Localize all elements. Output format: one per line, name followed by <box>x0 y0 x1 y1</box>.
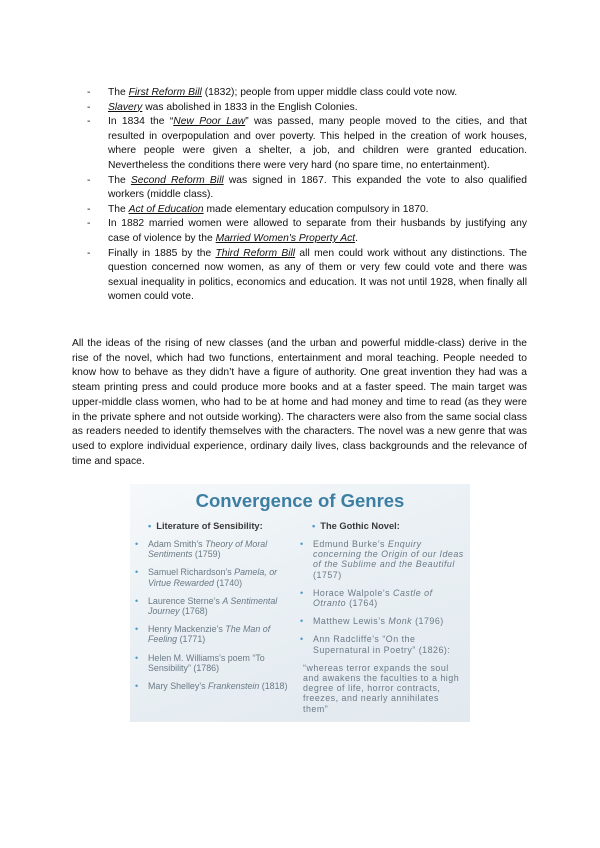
item-text: Matthew Lewis’s <box>313 616 389 627</box>
slide-list-item <box>135 653 301 673</box>
underlined-term: Slavery <box>108 101 143 113</box>
slide-list-item <box>300 588 466 608</box>
genres-slide-image <box>130 484 470 722</box>
bullet-text: Finally in 1885 by the <box>108 247 216 259</box>
bullet-item <box>87 217 527 246</box>
left-column-heading <box>148 521 263 531</box>
work-title: Theory of Moral Sentiments <box>148 539 268 560</box>
right-heading-text: The Gothic Novel: <box>320 521 400 531</box>
bullet-text: all men could work without any distinctions. The question concerned now women, as any of them or very few could vote and there was sexual inequality in politics, economics and education. It was not until 1928, when finally all women could vote. <box>108 247 527 303</box>
heading-bullet: • <box>312 521 316 531</box>
item-text: Adam Smith’s <box>148 539 206 549</box>
bullet-dash: - <box>87 87 91 98</box>
bullet-text: The <box>108 174 131 186</box>
work-title: Frankenstein <box>208 681 260 692</box>
item-text: Laurence Sterne’s <box>148 595 223 606</box>
item-text: (1764) <box>346 598 378 609</box>
item-text: Horace Walpole’s <box>313 587 394 598</box>
item-bullet: • <box>135 539 139 549</box>
bullet-dash: - <box>87 218 91 230</box>
underlined-term: First Reform Bill <box>128 87 202 98</box>
bullet-text: In 1834 the “ <box>108 116 174 128</box>
underlined-term: Married Women's Property Act <box>215 232 356 244</box>
slide-list-item <box>300 634 466 654</box>
item-text: (1759) <box>192 549 221 560</box>
slide-list-item <box>135 567 301 587</box>
gothic-quote: “whereas terror expands the soul and awakens the faculties to a high degree of life, horror contracts, freezes, and nearly annihilates them” <box>303 662 460 714</box>
work-title: A Sentimental Journey <box>148 595 278 617</box>
item-bullet: • <box>300 616 304 627</box>
bullet-text: ” was passed, many people moved to the cities, and that resulted in overpopulation and over poverty. This helped in the creation of work houses, where people were given a shelter, a job, and children were granted education. Nevertheless the conditions there were very hard (no spare time, no entertainment). <box>108 116 527 171</box>
item-text: (1768) <box>179 606 208 617</box>
item-text: Henry Mackenzie’s <box>148 624 226 635</box>
slide-list-item <box>135 539 301 559</box>
left-heading-text: Literature of Sensibility: <box>156 521 263 531</box>
bullet-dash: - <box>87 101 91 113</box>
item-bullet: • <box>135 567 139 578</box>
item-text: (1796) <box>412 616 444 627</box>
bullet-dash: - <box>87 247 91 259</box>
item-text: Edmund Burke’s <box>313 539 388 549</box>
slide-title: Convergence of Genres <box>195 490 405 511</box>
underlined-term: Second Reform Bill <box>130 174 224 186</box>
slide-list-item <box>135 681 301 691</box>
item-text: Mary Shelley’s <box>148 681 209 692</box>
bullet-text: was signed in 1867. This expanded the vote to also qualified workers (middle class). <box>108 174 527 201</box>
bullet-text: made elementary education compulsory in 1870. <box>203 203 429 215</box>
bullet-dash: - <box>87 116 91 128</box>
bullet-text: . <box>355 232 358 244</box>
item-bullet: • <box>300 634 304 645</box>
item-text: (1757) <box>313 569 342 580</box>
item-text: (1771) <box>177 634 206 645</box>
item-bullet: • <box>135 681 139 692</box>
right-column-heading <box>312 521 400 531</box>
work-title: Castle of Otranto <box>313 587 433 609</box>
left-column-list <box>135 539 301 699</box>
item-bullet: • <box>300 587 304 598</box>
bullet-list <box>87 86 527 305</box>
underlined-term: Third Reform Bill <box>215 247 296 259</box>
underlined-term: Act of Education <box>128 203 204 215</box>
slide-list-item <box>300 539 466 580</box>
slide-list-item <box>135 596 301 616</box>
item-bullet: • <box>300 539 304 549</box>
slide-list-item <box>135 624 301 644</box>
bullet-item <box>87 101 527 116</box>
bullet-item <box>87 86 527 101</box>
work-title: The Man of Feeling <box>148 624 271 645</box>
bullet-dash: - <box>87 203 91 215</box>
item-bullet: • <box>135 595 139 606</box>
item-text: (1740) <box>213 577 243 588</box>
bullet-text: The <box>108 203 129 215</box>
work-title: Monk <box>388 616 413 627</box>
bullet-item <box>87 247 527 305</box>
body-paragraph: All the ideas of the rising of new classes (and the urban and powerful middle-class) derive in the rise of the novel, which had two functions, entertainment and moral teaching. People needed to know how to behave as they didn’t have a figure of authority. One great invention they had was a steam printing press and could produce more books and at a faster speed. The main target was upper-middle class women, who had to be at home and had money and time to read (as they were in the private sphere and not outside working). The characters were also from the same social class as readers needed to identify themselves with the characters. The novel was a new genre that was used to explore individual experience, ordinary daily lives, class backgrounds and the relevance of time and space. <box>72 338 527 467</box>
right-column-list <box>300 539 466 722</box>
item-text: Helen M. Williams’s poem “To Sensibility” (1786) <box>148 652 265 673</box>
bullet-dash: - <box>87 174 91 186</box>
item-text: Ann Radcliffe’s “On the Supernatural in Poetry” (1826): <box>313 634 451 655</box>
bullet-item <box>87 203 527 218</box>
heading-bullet: • <box>148 521 152 531</box>
slide-list-item <box>300 616 466 626</box>
item-bullet: • <box>135 652 139 663</box>
item-text: Samuel Richardson’s <box>148 567 235 578</box>
bullet-item <box>87 115 527 173</box>
bullet-text: The <box>108 87 129 98</box>
item-text: (1818) <box>259 681 288 692</box>
underlined-term: New Poor Law <box>173 116 246 128</box>
bullet-text: (1832); people from upper middle class could vote now. <box>201 87 458 98</box>
work-title: Enquiry concerning the Origin of our Ideas of the Sublime and the Beautiful <box>313 539 464 570</box>
work-title: Pamela, or Virtue Rewarded <box>148 567 278 588</box>
bullet-text: In 1882 married women were allowed to separate from their husbands by justifying any case of violence by the <box>108 218 527 244</box>
bullet-item <box>87 174 527 203</box>
bullet-text: was abolished in 1833 in the English Colonies. <box>142 101 358 113</box>
item-bullet: • <box>135 624 139 635</box>
